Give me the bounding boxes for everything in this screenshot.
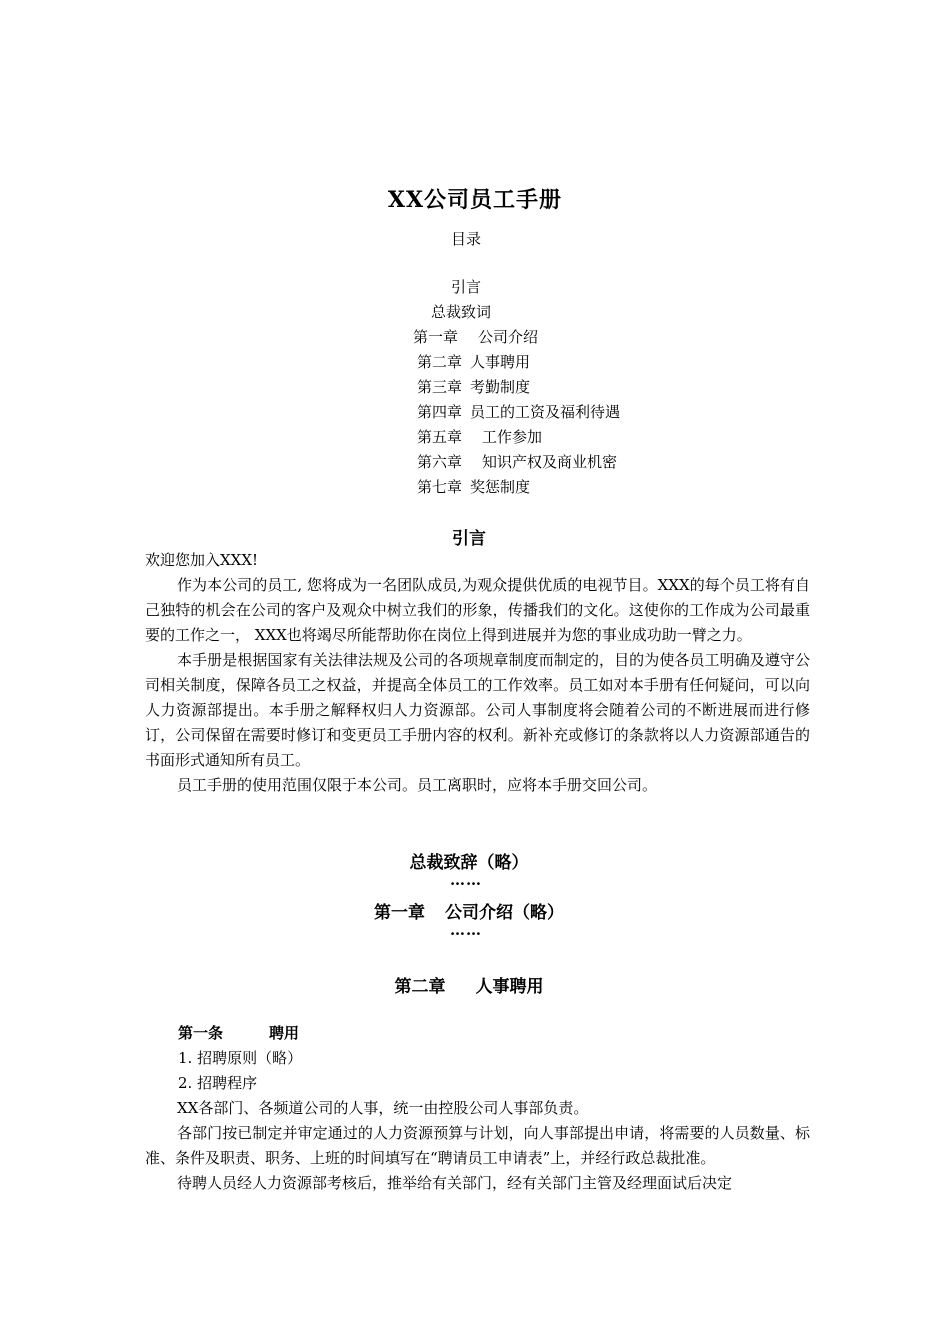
chapter1-heading — [0, 898, 938, 923]
toc-item-name: 员工的工资及福利待遇 — [470, 403, 621, 421]
toc-heading: 目录 — [451, 230, 482, 248]
chapter2-paragraph: 各部门按已制定并审定通过的人力资源预算与计划，向人事部提出申请，将需要的人员数量、标准、条件及职责、职务、上班的时间填写在“聘请员工申请表”上，并经行政总裁批准。 — [145, 1124, 810, 1167]
president-ellipsis: …… — [450, 871, 482, 889]
intro-body — [145, 548, 810, 798]
toc-item-chapter: 第三章 — [417, 378, 463, 396]
intro-paragraph: 员工手册的使用范围仅限于本公司。员工离职时，应将本手册交回公司。 — [177, 776, 658, 794]
document-title: XX公司员工手册 — [387, 187, 563, 213]
toc-item-chapter6 — [417, 450, 617, 475]
chapter2-heading — [0, 972, 938, 997]
toc-item-chapter: 第四章 — [417, 403, 463, 421]
toc-item-intro — [451, 275, 481, 300]
chapter1-ellipsis: …… — [450, 921, 482, 939]
chapter2-paragraph: 待聘人员经人力资源部考核后，推举给有关部门，经有关部门主管及经理面试后决定 — [177, 1174, 733, 1192]
list-item: 2. 招聘程序 — [178, 1074, 258, 1092]
toc-item-name: 人事聘用 — [470, 353, 531, 371]
intro-heading: 引言 — [452, 529, 486, 549]
article1-heading — [178, 1022, 299, 1043]
toc-item-chapter: 第六章 — [417, 453, 463, 471]
chapter2-body — [145, 1096, 810, 1196]
article1-name: 聘用 — [269, 1024, 300, 1042]
chapter2-paragraph: XX各部门、各频道公司的人事，统一由控股公司人事部负责。 — [177, 1099, 589, 1117]
toc-item-chapter: 第一章 — [413, 328, 459, 346]
list-item: 1. 招聘原则（略） — [178, 1049, 303, 1067]
president-heading: 总裁致辞（略） — [409, 853, 529, 873]
toc-item-name: 奖惩制度 — [470, 478, 531, 496]
chapter2-heading-chapter: 第二章 — [394, 977, 446, 997]
article1-label: 第一条 — [178, 1024, 224, 1042]
toc-item-chapter: 第七章 — [417, 478, 463, 496]
toc-item-name: 知识产权及商业机密 — [482, 453, 618, 471]
chapter2-heading-name: 人事聘用 — [475, 977, 544, 997]
toc-item-name: 公司介绍 — [478, 328, 539, 346]
intro-paragraph: 作为本公司的员工, 您将成为一名团队成员,为观众提供优质的电视节目。XXX的每个员工将有自己独特的机会在公司的客户及观众中树立我们的形象，传播我们的文化。这使你的工作成为公司最重要的工作之一， XXX也将竭尽所能帮助你在岗位上得到进展并为您的事业成功助一臂之力。 — [145, 576, 810, 644]
toc-item-chapter4 — [417, 400, 620, 425]
toc-item-chapter1 — [413, 325, 538, 350]
toc-item-name: 工作参加 — [482, 428, 543, 446]
toc-item-name: 引言 — [451, 278, 482, 296]
toc-item-chapter: 第五章 — [417, 428, 463, 446]
toc-item-name: 总裁致词 — [431, 303, 492, 321]
toc-item-chapter5 — [417, 425, 542, 450]
toc-item-president — [431, 300, 491, 325]
toc-item-name: 考勤制度 — [470, 378, 531, 396]
intro-paragraph: 本手册是根据国家有关法律法规及公司的各项规章制度而制定的，目的为使各员工明确及遵守公司相关制度，保障各员工之权益，并提高全体员工的工作效率。员工如对本手册有任何疑问，可以向人力资源部提出。本手册之解释权归人力资源部。公司人事制度将会随着公司的不断进展而进行修订，公司保留在需要时修订和变更员工手册内容的权利。新补充或修订的条款将以人力资源部通告的书面形式通知所有员工。 — [145, 651, 810, 769]
chapter1-heading-chapter: 第一章 — [374, 903, 425, 923]
toc-item-chapter3 — [417, 375, 530, 400]
toc-item-chapter2 — [417, 350, 530, 375]
toc-item-chapter: 第二章 — [417, 353, 463, 371]
intro-welcome: 欢迎您加入XXX! — [145, 551, 259, 569]
toc-item-chapter7 — [417, 475, 530, 500]
chapter1-heading-name: 公司介绍（略） — [445, 903, 564, 923]
